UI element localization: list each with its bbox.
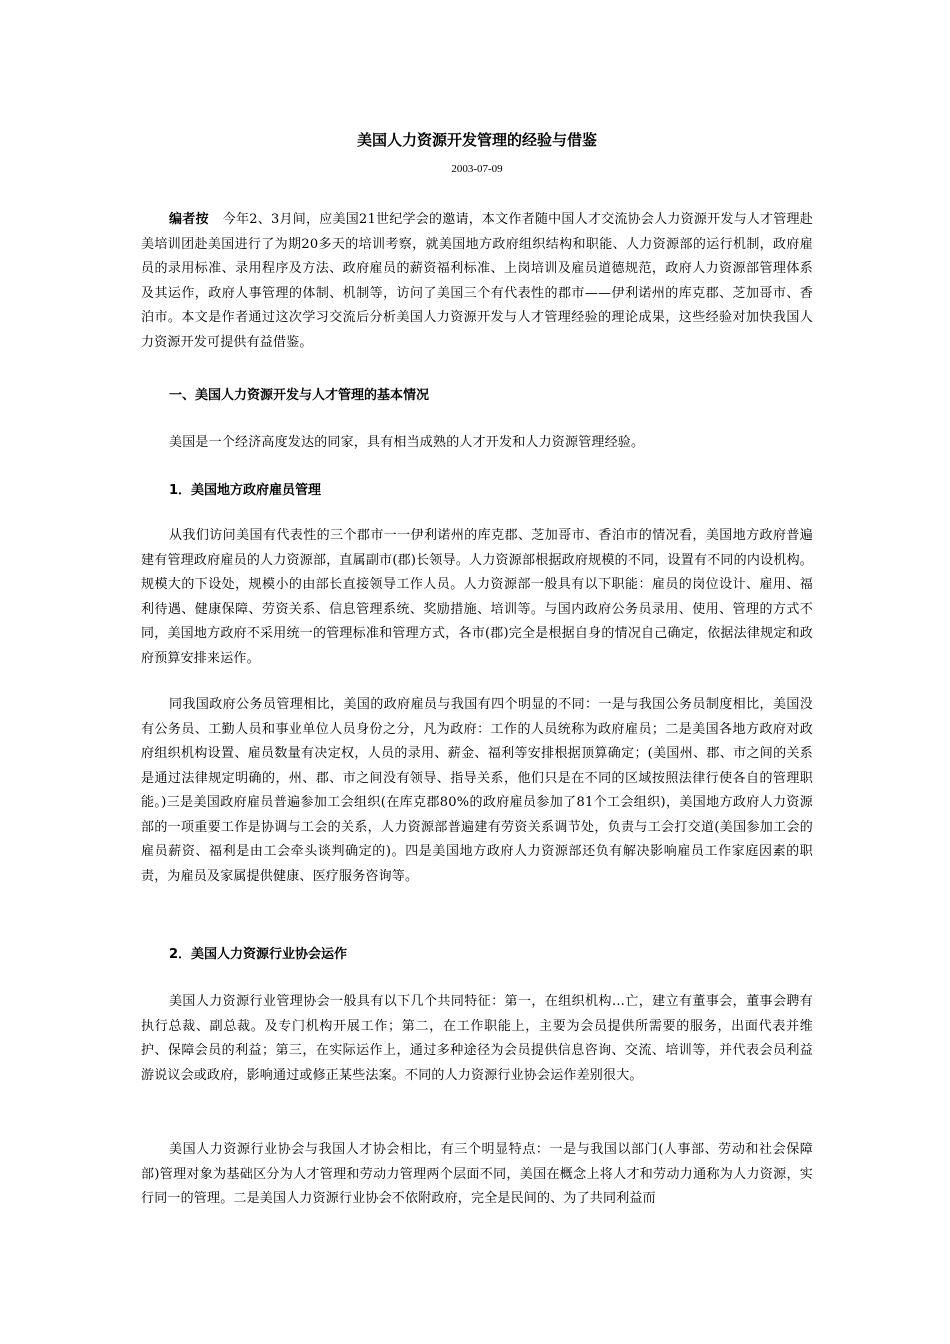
editor-note-label: 编者按 [169, 212, 209, 227]
article-title: 美国人力资源开发管理的经验与借鉴 [356, 131, 597, 149]
subsection-2-paragraph-2: 美国人力资源行业协会与我国人才协会相比，有三个明显特点：一是与我国以部门(人事部、劳动和社会保障部)管理对象为基础区分为人才管理和劳动力管理两个层面不同，美国在概念上将人才和劳动力通称为人力资源，实行同一的管理。二是美国人力资源行业协会不依附政府，完全是民间的、为了共同利益而 [141, 1142, 813, 1206]
editor-note-text: 今年2、3月间，应美国21世纪学会的邀请，本文作者随中国人才交流协会人力资源开发与人才管理赴美培训团赴美国进行了为期20多天的培训考察，就美国地方政府组织结构和职能、人力资源部的运行机制，政府雇员的录用标准、录用程序及方法、政府雇员的薪资福利标准、上岗培训及雇员道德规范，政府人力资源部管理体系及其运作，政府人事管理的体制、机制等，访问了美国三个有代表性的郡市——伊利诺州的库克郡、芝加哥市、香泊市。本文是作者通过这次学习交流后分析美国人力资源开发与人才管理经验的理论成果，这些经验对加快我国人力资源开发可提供有益借鉴。 [141, 212, 813, 350]
section-1-intro: 美国是一个经济高度发达的同家，具有相当成熟的人才开发和人力资源管理经验。 [169, 435, 645, 450]
subsection-heading-1: 1．美国地方政府雇员管理 [169, 483, 322, 498]
subsection-1-paragraph-2: 同我国政府公务员管理相比，美国的政府雇员与我国有四个明显的不同：一是与我国公务员制度相比，美国没有公务员、工勤人员和事业单位人员身份之分，凡为政府：工作的人员统称为政府雇员；二是美国各地方政府对政府组织机构设置、雇员数量有决定权，人员的录用、薪金、福利等安排根据顶算确定；(美国州、郡、市之间的关系是通过法律规定明确的，州、郡、市之间没有领导、指导关系，他们只是在不同的区域按照法律行使各自的管理职能。)三是美国政府雇员普遍参加工会组织(在库克郡80%的政府雇员参加了81个工会组织)，美国地方政府人力资源部的一项重要工作是协调与工会的关系，人力资源部普遍建有劳资关系调节处，负责与工会打交道(美国参加工会的雇员薪资、福利是由工会牵头谈判确定的)。四是美国地方政府人力资源部还负有解决影响雇员工作家庭因素的职责，为雇员及家属提供健康、医疗服务咨询等。 [141, 697, 813, 884]
editor-note [141, 208, 813, 355]
subsection-1-paragraph-1: 从我们访问美国有代表性的三个郡市一一伊利诺州的库克郡、芝加哥市、香泊市的情况看，美国地方政府普遍建有管理政府雇员的人力资源部，直属副市(郡)长领导。人力资源部根据政府规模的不同，设置有不同的内设机构。规模大的下设处，规模小的由部长直接领导工作人员。人力资源部一般具有以下职能：雇员的岗位设计、雇用、福利待遇、健康保障、劳资关系、信息管理系统、奖励措施、培训等。与国内政府公务员录用、使用、管理的方式不同，美国地方政府不采用统一的管理标准和管理方式，各市(郡)完全是根据自身的情况自己确定，依据法律规定和政府预算安排来运作。 [141, 528, 813, 666]
section-heading-1: 一、美国人力资源开发与人才管理的基本情况 [169, 388, 430, 403]
subsection-heading-2: 2．美国人力资源行业协会运作 [169, 947, 348, 962]
subsection-2-paragraph-1: 美国人力资源行业管理协会一般具有以下几个共同特征：第一，在组织机构…亡，建立有董事会，董事会聘有执行总裁、副总裁。及专门机构开展工作；第二，在工作职能上，主要为会员提供所需要的服务，出面代表并维护、保障会员的利益；第三，在实际运作上，通过多种途径为会员提供信息咨询、交流、培训等，并代表会员利益游说议会或政府，影响通过或修正某些法案。不同的人力资源行业协会运作差别很大。 [141, 994, 813, 1083]
publish-date: 2003-07-09 [451, 163, 503, 175]
